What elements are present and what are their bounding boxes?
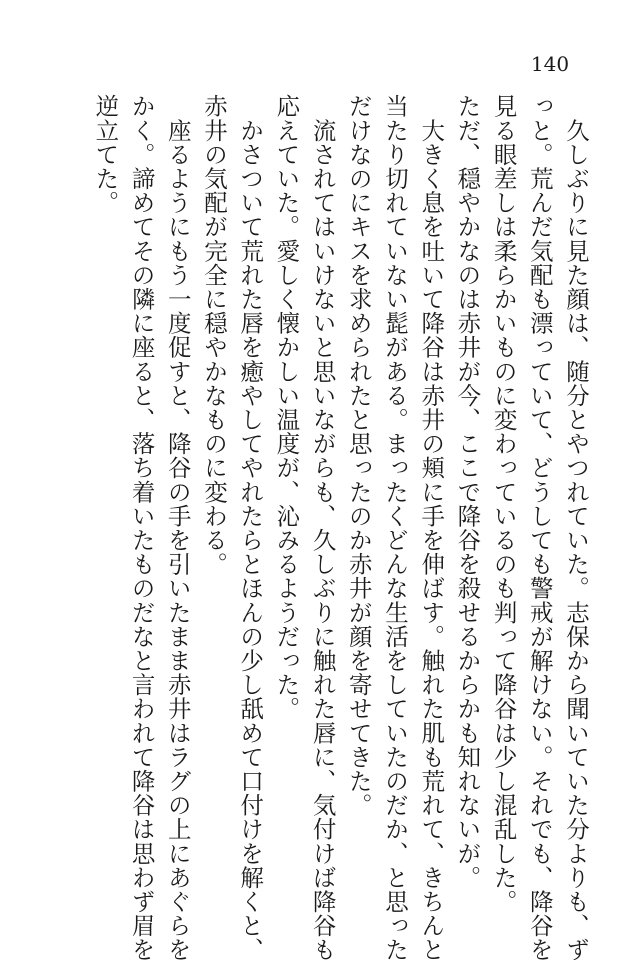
page-number: 140	[530, 52, 570, 76]
text-line: 応えていた。愛しく懐かしい温度が、沁みるようだった。	[272, 94, 301, 721]
text-line: ただ、穏やかなのは赤井が今、ここで降谷を殺せるからかも知れないが。	[453, 94, 482, 890]
text-line: かさついて荒れた唇を癒やしてやれたらとほんの少し舐めて口付けを解くと、	[236, 94, 265, 962]
text-line: だけなのにキスを求められたと思ったのか赤井が顔を寄せてきた。	[344, 94, 373, 817]
text-line: 久しぶりに見た顔は、随分とやつれていた。志保から聞いていた分よりも、ず	[562, 94, 590, 962]
text-line: 大きく息を吐いて降谷は赤井の頬に手を伸ばす。触れた肌も荒れて、きちんと	[417, 94, 446, 962]
text-line: 流されてはいけないと思いながらも、久しぶりに触れた唇に、気付けば降谷も	[308, 94, 337, 962]
text-line: 赤井の気配が完全に穏やかなものに変わる。	[199, 94, 228, 576]
text-line: 当たり切れていない髭がある。まったくどんな生活をしていたのだか、と思った	[380, 94, 409, 962]
text-line: 逆立てた。	[91, 94, 120, 215]
text-line: かく。諦めてその隣に座ると、落ち着いたものだなと言われて降谷は思わず眉を	[127, 94, 156, 962]
text-line: 座るようにもう一度促すと、降谷の手を引いたまま赤井はラグの上にあぐらを	[163, 94, 192, 962]
body-text	[87, 94, 594, 962]
text-line: 見る眼差しは柔らかいものに変わっているのも判って降谷は少し混乱した。	[489, 94, 518, 914]
text-line: っと。荒んだ気配も漂っていて、どうしても警戒が解けない。それでも、降谷を	[525, 94, 554, 962]
